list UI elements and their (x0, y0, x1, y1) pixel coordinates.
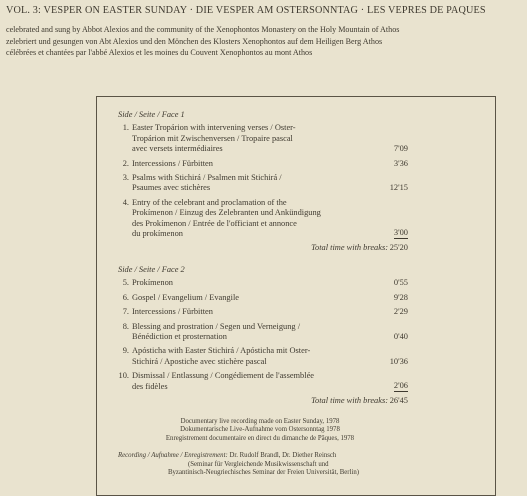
track-title-line: des fidèles (132, 381, 168, 391)
track-duration: 2'06 (394, 381, 408, 392)
track-item (118, 321, 408, 343)
side-heading: Side / Seite / Face 2 (118, 264, 185, 274)
track-number: 5. (122, 278, 129, 288)
album-title: VOL. 3: VESPER ON EASTER SUNDAY · DIE VESPER AM OSTERSONNTAG · LES VEPRES DE PAQUES (6, 5, 486, 16)
track-number: 4. (122, 197, 129, 207)
track-duration: 0'55 (393, 278, 408, 288)
credits (6, 24, 526, 59)
total-label: Total time with breaks: (311, 395, 388, 405)
recording-label: Recording / Aufnahme / Enregistrement: (118, 452, 228, 459)
track-item (118, 158, 408, 169)
track-item (118, 173, 408, 194)
track-item (118, 346, 408, 367)
track-item (118, 123, 408, 154)
credit-line-de: zelebriert und gesungen von Abt Alexios und den Mönchen des Klosters Xenophontos auf dem Heiligen Berg Athos (6, 36, 383, 46)
track-item (118, 278, 408, 288)
track-number: 9. (122, 346, 129, 356)
track-duration: 2'29 (393, 307, 408, 317)
total-label: Total time with breaks: (311, 243, 388, 253)
track-title-line: Blessing and prostration / Segen und Verneigung / (132, 321, 301, 331)
track-number: 6. (122, 292, 129, 302)
track-number: 3. (122, 173, 129, 183)
track-title-line: Tropárion mit Zwischenversen / Tropaire pascal (132, 133, 293, 143)
track-title-line: Dismissal / Entlassung / Congédiement de l'assemblée (132, 371, 315, 381)
note-line-fr: Enregistrement documentaire en direct du dimanche de Pâques, 1978 (165, 434, 355, 442)
recording-names: Dr. Rudolf Brandl, Dr. Diether Reinsch (229, 452, 337, 459)
tracklist (118, 110, 408, 417)
side-total (118, 243, 408, 253)
track-title-line: du prokímenon (132, 229, 183, 239)
track-title-line: Stichirá / Apostiche avec stichère pascal (132, 356, 267, 366)
track-title-line: Entry of the celebrant and proclamation of the (132, 197, 287, 207)
track-title-line: Gospel / Evangelium / Evangile (132, 292, 239, 302)
credit-line-en: celebrated and sung by Abbot Alexios and the community of the Xenophontos Monastery on the Holy Mountain of Athos (6, 25, 400, 34)
track-title-line: Apósticha with Easter Stichirá / Apósticha mit Oster- (132, 346, 311, 356)
side-heading: Side / Seite / Face 1 (118, 110, 185, 119)
track-title-line: avec versets intermédiaires (132, 144, 223, 154)
track-number: 8. (122, 321, 129, 331)
total-duration: 26'45 (389, 395, 408, 405)
note-line-en: Documentary live recording made on Easter Sunday, 1978 (180, 418, 340, 425)
track-title-line: Easter Tropárion with intervening verses / Oster- (132, 123, 296, 133)
track-duration: 12'15 (389, 183, 408, 193)
track-title-line: Bénédiction et prosternation (132, 331, 227, 341)
note-line-de: Dokumentarische Live-Aufnahme vom Ostersonntag 1978 (180, 426, 340, 434)
track-item (118, 371, 408, 392)
track-number: 2. (122, 158, 129, 168)
recording-sub-2: Byzantinisch-Neugriechisches Seminar der Freien Universität, Berlin) (168, 469, 360, 477)
track-duration: 3'36 (393, 158, 408, 168)
track-duration: 9'28 (393, 292, 408, 302)
track-title-line: Prokímenon (132, 278, 173, 288)
track-duration: 0'40 (393, 331, 408, 341)
track-number: 10. (118, 371, 129, 381)
track-title-line: Intercessions / Fürbitten (132, 158, 213, 168)
track-title-line: Prokímenon / Einzug des Zelebranten und Ankündigung (132, 208, 321, 218)
track-duration: 3'00 (394, 228, 408, 239)
track-item (118, 307, 408, 317)
side-total (118, 395, 408, 406)
recording-notes (130, 418, 390, 443)
track-title-line: des Prokímenon / Entrée de l'officiant et annonce (132, 218, 297, 228)
total-duration: 25'20 (389, 243, 408, 253)
track-item (118, 292, 408, 303)
track-duration: 10'36 (389, 356, 408, 366)
track-title-line: Psalms with Stichirá / Psalmen mit Stichirá / (132, 173, 282, 183)
recording-sub-1: (Seminar für Vergleichende Musikwissenschaft und (188, 460, 329, 468)
track-number: 1. (122, 123, 129, 133)
credit-line-fr: célébrées et chantées par l'abbé Alexios et les moines du Couvent Xenophontos au mont Athos (6, 48, 313, 58)
track-title-line: Psaumes avec stichères (132, 183, 211, 193)
track-title-line: Intercessions / Fürbitten (132, 307, 213, 317)
track-number: 7. (122, 307, 129, 317)
recording-credits (118, 452, 408, 478)
header (6, 4, 526, 59)
track-duration: 7'09 (393, 144, 408, 154)
track-item (118, 197, 408, 240)
